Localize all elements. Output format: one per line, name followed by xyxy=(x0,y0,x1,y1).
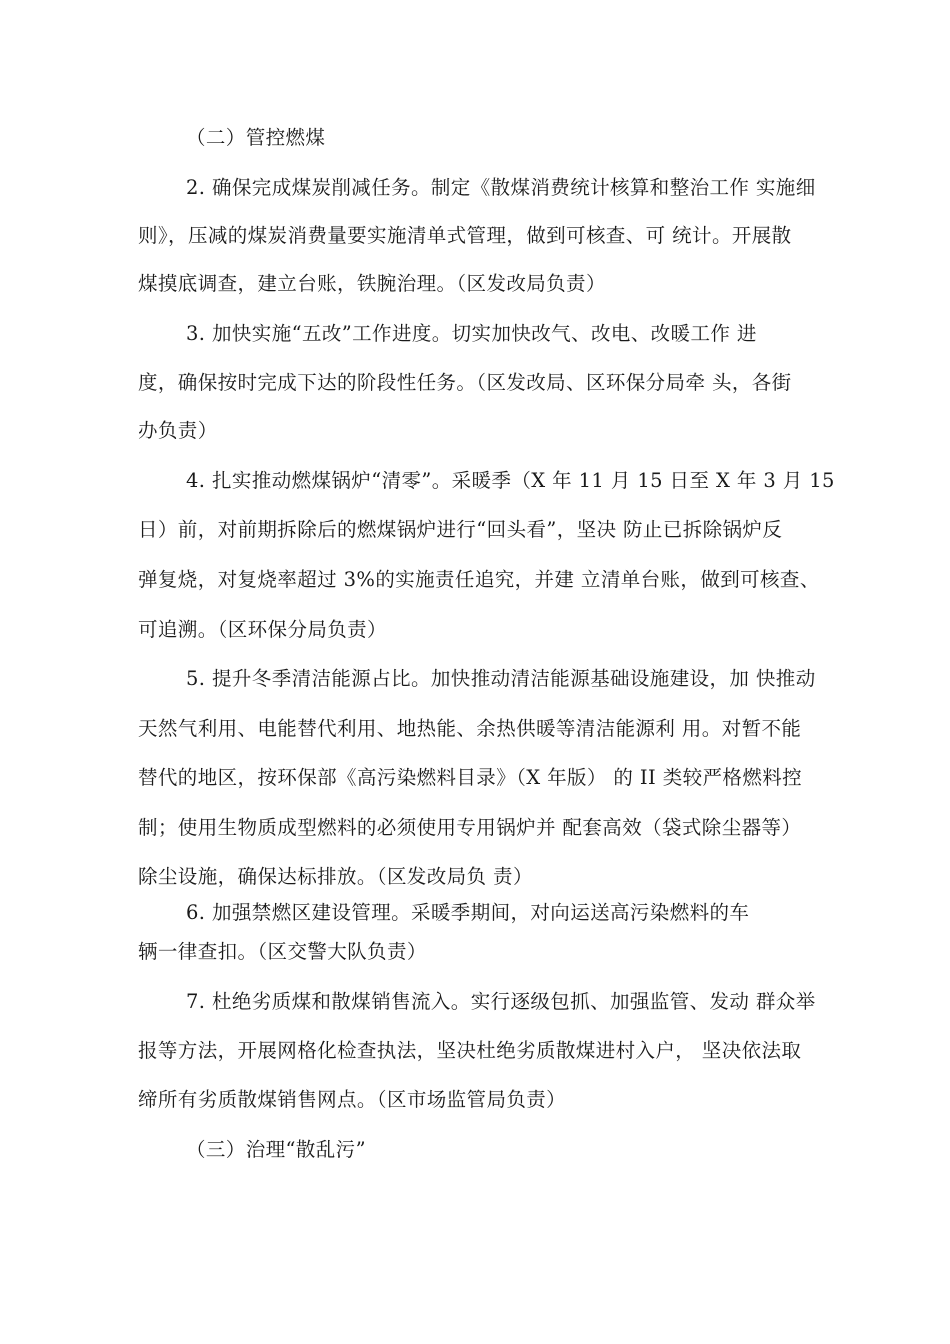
paragraph-line: 替代的地区，按环保部《高污染燃料目录》（X 年版） 的 II 类较严格燃料控 xyxy=(138,766,803,789)
paragraph-line: 弹复烧，对复烧率超过 3%的实施责任追究，并建 立清单台账，做到可核查、 xyxy=(138,568,820,591)
paragraph-line: 办负责） xyxy=(138,419,218,442)
paragraph-line: 4. 扎实推动燃煤锅炉“清零”。采暖季（X 年 11 月 15 日至 X 年 3 月 15 xyxy=(186,469,835,492)
paragraph-line: 煤摸底调查，建立台账，铁腕治理。（区发改局负责） xyxy=(138,272,606,295)
paragraph-line: 7. 杜绝劣质煤和散煤销售流入。实行逐级包抓、加强监管、发动 群众举 xyxy=(186,990,816,1013)
paragraph-line: 报等方法，开展网格化检查执法，坚决杜绝劣质散煤进村入户， 坚决依法取 xyxy=(138,1039,802,1062)
paragraph-line: 制；使用生物质成型燃料的必须使用专用锅炉并 配套高效（袋式除尘器等） xyxy=(138,816,802,839)
paragraph-line: 5. 提升冬季清洁能源占比。加快推动清洁能源基础设施建设，加 快推动 xyxy=(186,667,816,690)
paragraph-line: 2. 确保完成煤炭削减任务。制定《散煤消费统计核算和整治工作 实施细 xyxy=(186,176,816,199)
paragraph-line: 除尘设施，确保达标排放。（区发改局负 责） xyxy=(138,865,533,888)
paragraph-line: 天然气利用、电能替代利用、地热能、余热供暖等清洁能源利 用。对暂不能 xyxy=(138,717,802,740)
paragraph-line: 度，确保按时完成下达的阶段性任务。（区发改局、区环保分局牵 头，各街 xyxy=(138,371,792,394)
paragraph-line: 3. 加快实施“五改”工作进度。切实加快改气、改电、改暖工作 进 xyxy=(186,322,757,345)
paragraph-line: 可追溯。（区环保分局负责） xyxy=(138,618,387,641)
paragraph-line: 6. 加强禁燃区建设管理。采暖季期间，对向运送高污染燃料的车 xyxy=(186,901,750,924)
paragraph-line: 缔所有劣质散煤销售网点。（区市场监管局负责） xyxy=(138,1088,567,1111)
paragraph-line: 辆一律查扣。（区交警大队负责） xyxy=(138,940,427,963)
section-heading: （三）治理“散乱污” xyxy=(186,1138,366,1161)
section-heading: （二）管控燃煤 xyxy=(186,126,326,149)
paragraph-line: 日）前，对前期拆除后的燃煤锅炉进行“回头看”，坚决 防止已拆除锅炉反 xyxy=(138,518,783,541)
paragraph-line: 则》，压减的煤炭消费量要实施清单式管理，做到可核查、可 统计。开展散 xyxy=(138,224,792,247)
